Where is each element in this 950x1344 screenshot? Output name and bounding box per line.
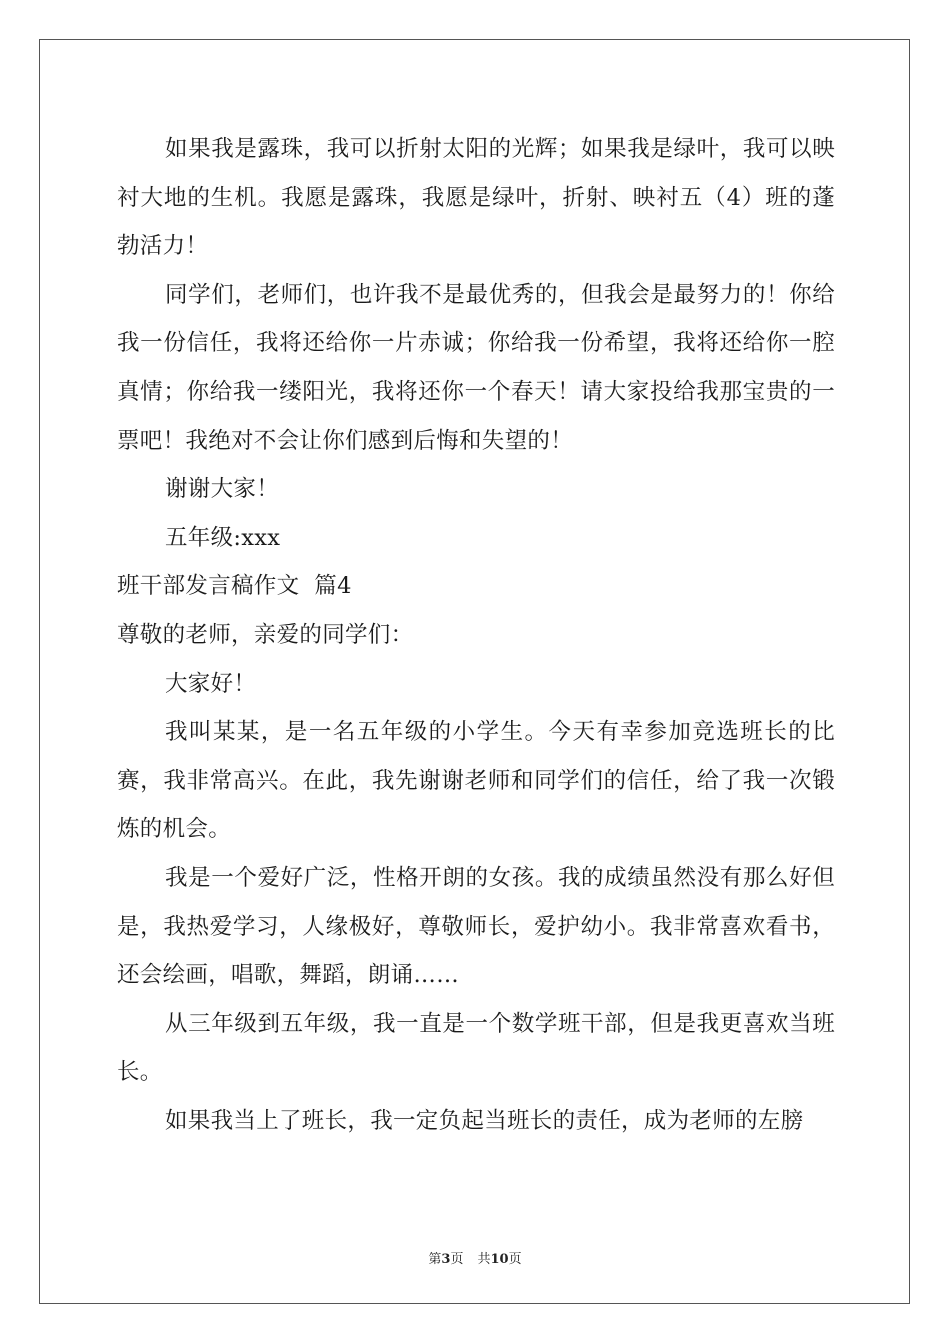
paragraph-personality: 我是一个爱好广泛，性格开朗的女孩。我的成绩虽然没有那么好但是，我热爱学习，人缘极好，尊敬师长，爱护幼小。我非常喜欢看书，还会绘画，唱歌，舞蹈，朗诵…… <box>117 864 835 989</box>
total-suffix: 页 <box>508 1252 522 1267</box>
total-prefix: 共 <box>477 1252 491 1267</box>
paragraph-introduction: 我叫某某，是一名五年级的小学生。今天有幸参加竞选班长的比赛，我非常高兴。在此，我先谢谢老师和同学们的信任，给了我一次锻炼的机会。 <box>117 719 835 843</box>
page-prefix: 第 <box>428 1252 442 1267</box>
current-page-number: 3 <box>441 1252 451 1267</box>
total-pages-number: 10 <box>490 1252 509 1267</box>
paragraph-pledge: 如果我当上了班长，我一定负起当班长的责任，成为老师的左膀 <box>165 1107 804 1134</box>
paragraph-appeal: 同学们，老师们，也许我不是最优秀的，但我会是最努力的！你给我一份信任，我将还给你一片赤诚；你给我一份希望，我将还给你一腔真情；你给我一缕阳光，我将还你一个春天！请大家投给我那宝贵的一票吧！我绝对不会让你们感到后悔和失望的！ <box>117 281 835 454</box>
paragraph-experience: 从三年级到五年级，我一直是一个数学班干部，但是我更喜欢当班长。 <box>117 1010 835 1086</box>
paragraph-greeting: 大家好！ <box>165 670 257 697</box>
document-body <box>117 125 835 1145</box>
paragraph-thanks: 谢谢大家！ <box>165 476 280 503</box>
section-heading: 班干部发言稿作文 篇4 <box>117 573 352 600</box>
page-suffix: 页 <box>450 1252 464 1267</box>
paragraph-dew-leaf: 如果我是露珠，我可以折射太阳的光辉；如果我是绿叶，我可以映衬大地的生机。我愿是露珠，我愿是绿叶，折射、映衬五（4）班的蓬勃活力！ <box>117 136 835 260</box>
page-footer <box>0 1248 950 1267</box>
paragraph-signature: 五年级:xxx <box>165 524 281 551</box>
salutation: 尊敬的老师，亲爱的同学们： <box>117 621 414 648</box>
